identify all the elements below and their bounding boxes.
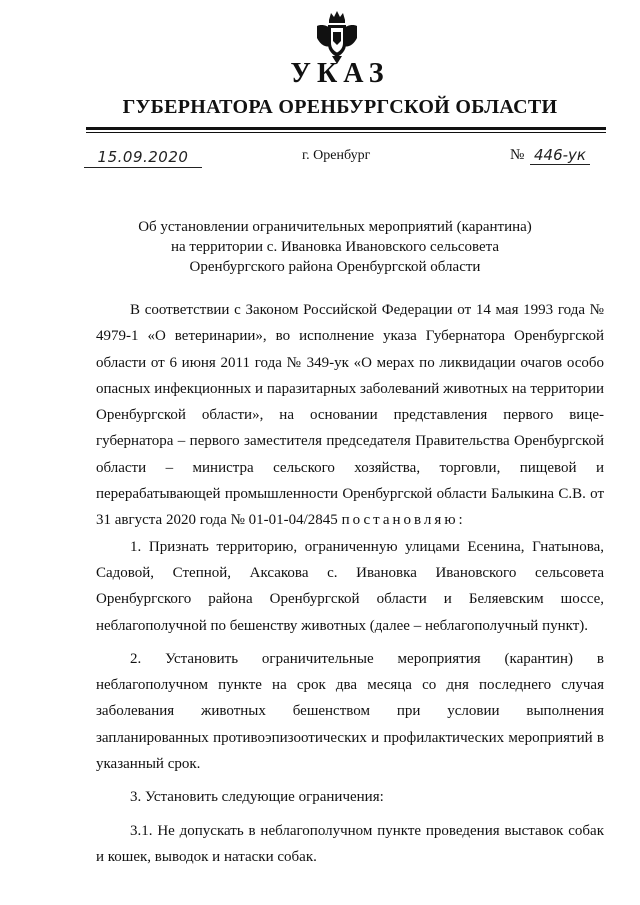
document-title: УКАЗ [290, 58, 390, 89]
document-issuer: ГУБЕРНАТОРА ОРЕНБУРГСКОЙ ОБЛАСТИ [122, 96, 558, 118]
item-2: 2. Установить ограничительные мероприятия (карантин) в неблагополучном пункте на срок два месяца со дня последнего случая заболевания животных бешенством при условии выполнения запланированных противоэпизоотических и профилактических мероприятий в указанный срок. [96, 650, 604, 773]
decree-date: 15.09.2020 [84, 148, 202, 168]
decree-subject [90, 217, 580, 277]
header-rule-thin [86, 132, 606, 133]
subject-line: Об установлении ограничительных мероприятий (карантина) [138, 219, 532, 235]
decree-word: постановляю: [341, 512, 466, 529]
header-rule-thick [86, 127, 606, 130]
decree-number-label: № [510, 147, 525, 163]
item-3: 3. Установить следующие ограничения: [130, 789, 384, 806]
preamble-text: В соответствии с Законом Российской Федерации от 14 мая 1993 года № 4979-1 «О ветеринарии», во исполнение указа Губернатора Оренбургской области от 6 июня 2011 года № 349-ук «О мерах по ликвидации очагов особо опасных инфекционных и паразитарных заболеваний животных на территории Оренбургской области», на основании представления первого вице-губернатора – первого заместителя председателя Правительства Оренбургской области – министра сельского хозяйства, торговли, пищевой и перерабатывающей промышленности Оренбургской области Балыкина С.В. от 31 августа 2020 года № 01-01-04/2845 [96, 302, 604, 529]
subject-line: на территории с. Ивановка Ивановского сельсовета [170, 239, 500, 255]
preamble-paragraph [96, 297, 604, 534]
decree-city: г. Оренбург [302, 148, 371, 163]
decree-body [96, 297, 604, 870]
item-1: 1. Признать территорию, ограниченную улицами Есенина, Гнатынова, Садовой, Степной, Аксакова с. Ивановка Ивановского сельсовета Оренбургского района Оренбургской области и Беляевским шоссе, неблагополучной по бешенству животных (далее – неблагополучный пункт). [96, 538, 604, 634]
subject-line: Оренбургского района Оренбургской области [189, 259, 481, 275]
decree-number: 446-ук [530, 146, 590, 165]
item-3-1: 3.1. Не допускать в неблагополучном пункте проведения выставок собак и кошек, выводок и натаски собак. [96, 822, 604, 865]
